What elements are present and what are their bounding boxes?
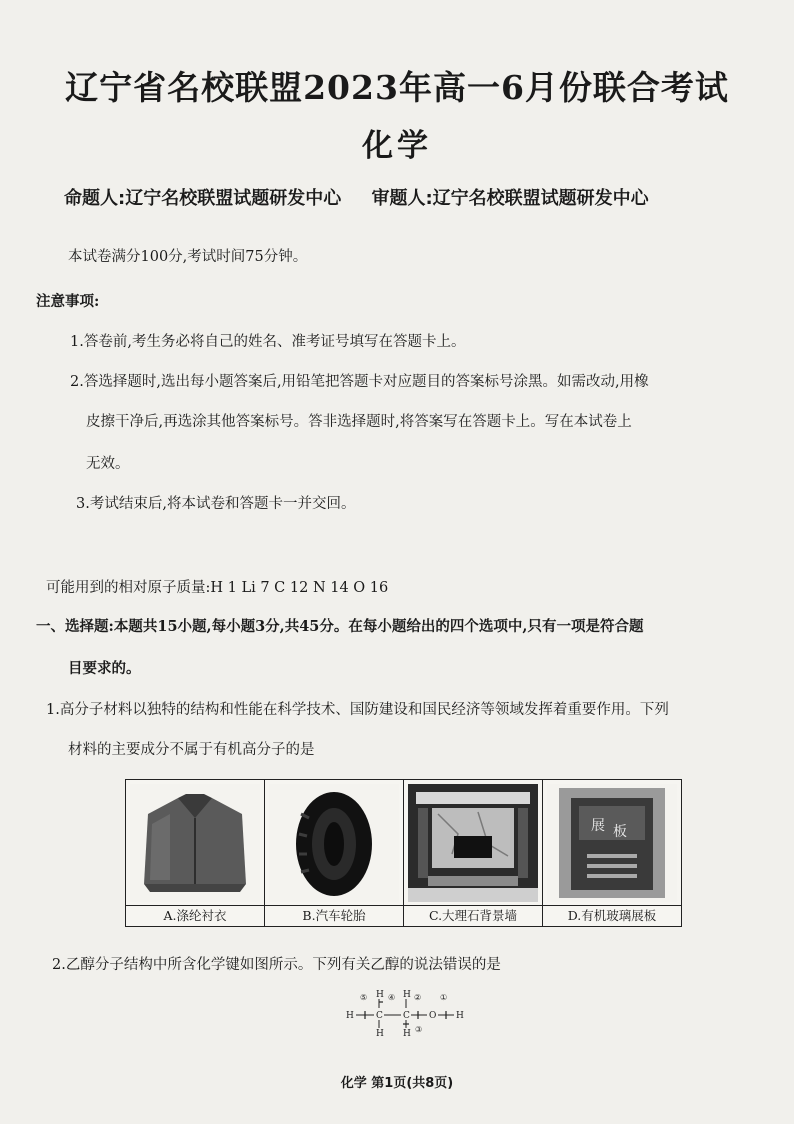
reviewer-label: 审题人:辽宁名校联盟试题研发中心 — [371, 188, 649, 209]
subject-title: 化学 — [362, 128, 432, 164]
tire-image — [269, 784, 399, 902]
bond-label-4: ④ — [388, 993, 396, 1002]
q2-stem: 2.乙醇分子结构中所含化学键如图所示。下列有关乙醇的说法错误的是 — [52, 957, 501, 973]
acrylic-board-image — [547, 784, 677, 902]
option-c-cell — [404, 780, 543, 926]
bond-label-1: ① — [440, 993, 448, 1002]
note-item-3: 3.考试结束后,将本试卷和答题卡一并交回。 — [76, 496, 356, 512]
note-item-2-line-2: 皮擦干净后,再选涂其他答案标号。答非选择题时,将答案写在答题卡上。写在本试卷上 — [86, 414, 632, 430]
shirt-image — [130, 784, 260, 902]
atomic-masses: 可能用到的相对原子质量:H 1 Li 7 C 12 N 14 O 16 — [46, 580, 389, 596]
exam-title: 辽宁省名校联盟2023年高一6月份联合考试 — [65, 68, 729, 107]
setter-label: 命题人:辽宁名校联盟试题研发中心 — [64, 188, 342, 209]
svg-text:O: O — [429, 1011, 437, 1021]
svg-text:H: H — [376, 990, 384, 1000]
q1-line-1: 1.高分子材料以独特的结构和性能在科学技术、国防建设和国民经济等领域发挥着重要作用。下列 — [46, 702, 669, 718]
section1-line-1: 一、选择题:本题共15小题,每小题3分,共45分。在每小题给出的四个选项中,只有一项是符合题 — [36, 618, 644, 635]
note-item-1: 1.答卷前,考生务必将自己的姓名、准考证号填写在答题卡上。 — [70, 334, 466, 350]
option-a-label: A.涤纶衬衣 — [126, 905, 264, 926]
board-char-top: 展 — [591, 818, 605, 834]
board-char-bottom: 板 — [613, 824, 627, 840]
intro-text: 本试卷满分100分,考试时间75分钟。 — [68, 249, 308, 265]
svg-text:C: C — [403, 1011, 410, 1021]
option-c-label: C.大理石背景墙 — [404, 905, 542, 926]
authors-line — [64, 184, 764, 210]
note-item-2-line-1: 2.答选择题时,选出每小题答案后,用铅笔把答题卡对应题目的答案标号涂黑。如需改动,用橡 — [70, 374, 649, 390]
svg-text:H: H — [403, 1029, 411, 1038]
q1-options-figure — [125, 779, 682, 927]
section1-line-2: 目要求的。 — [68, 660, 141, 677]
page-footer: 化学 第1页(共8页) — [340, 1076, 454, 1091]
option-d-label: D.有机玻璃展板 — [543, 905, 681, 926]
bond-label-3: ③ — [415, 1025, 423, 1034]
marble-wall-image — [408, 784, 538, 902]
option-a-cell — [126, 780, 265, 926]
note-item-2-line-3: 无效。 — [86, 456, 130, 472]
option-b-label: B.汽车轮胎 — [265, 905, 403, 926]
svg-text:H: H — [346, 1011, 354, 1021]
bond-label-5: ⑤ — [360, 993, 368, 1002]
bond-label-2: ② — [414, 993, 422, 1002]
notes-heading: 注意事项: — [36, 293, 100, 310]
option-d-cell — [543, 780, 681, 926]
svg-text:H: H — [403, 990, 411, 1000]
svg-text:H: H — [456, 1011, 464, 1021]
option-b-cell — [265, 780, 404, 926]
svg-text:C: C — [376, 1011, 383, 1021]
q1-line-2: 材料的主要成分不属于有机高分子的是 — [68, 742, 315, 758]
svg-text:H: H — [376, 1029, 384, 1038]
ethanol-structure-diagram — [340, 988, 470, 1038]
